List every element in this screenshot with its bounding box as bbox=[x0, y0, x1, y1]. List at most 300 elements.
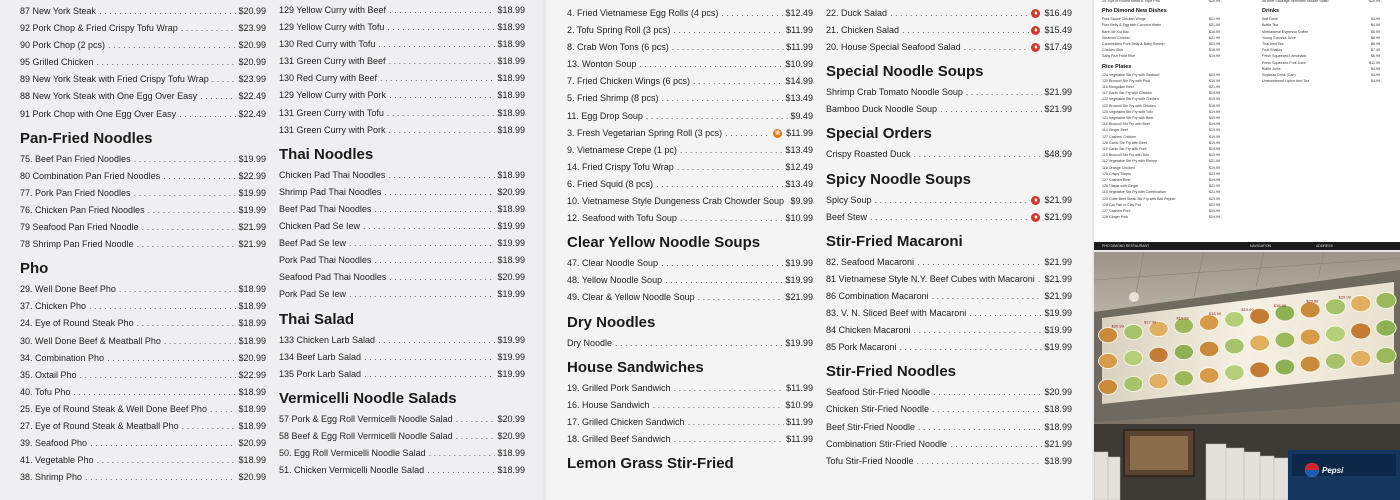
menu-item[interactable] bbox=[20, 418, 266, 435]
menu-item[interactable] bbox=[20, 185, 266, 202]
menu-item[interactable] bbox=[20, 151, 266, 168]
menu-item-name: Shrimp Pad Thai Noodles bbox=[279, 186, 382, 197]
mini-item-name: 125 Crispy Tilapia bbox=[1102, 171, 1131, 176]
menu-item-name: 41. Vegetable Pho bbox=[20, 455, 94, 466]
dot-leader bbox=[698, 289, 784, 306]
menu-item[interactable] bbox=[279, 87, 525, 104]
dot-leader bbox=[964, 39, 1030, 56]
menu-item[interactable] bbox=[279, 252, 525, 269]
menu-item-price: $21.99 bbox=[238, 239, 266, 250]
menu-item[interactable] bbox=[826, 271, 1072, 288]
menu-item[interactable] bbox=[279, 2, 525, 19]
menu-item[interactable] bbox=[20, 236, 266, 253]
dot-leader bbox=[917, 453, 1043, 470]
menu-item[interactable] bbox=[279, 269, 525, 286]
menu-item[interactable] bbox=[826, 339, 1072, 356]
menu-item-price: $19.99 bbox=[1044, 308, 1072, 319]
mini-menu-row bbox=[1262, 0, 1380, 4]
menu-item-name: 5. Fried Shrimp (8 pcs) bbox=[567, 93, 659, 104]
menu-item-name: 35. Oxtail Pho bbox=[20, 369, 77, 380]
mini-item-name: Fruit Shakes bbox=[1262, 48, 1283, 53]
menu-item[interactable] bbox=[20, 219, 266, 236]
menu-item[interactable] bbox=[20, 20, 266, 37]
menu-item-price: $20.99 bbox=[238, 438, 266, 449]
menu-item[interactable] bbox=[826, 84, 1072, 101]
menu-item-name: Beef Stew bbox=[826, 211, 868, 222]
menu-item[interactable] bbox=[279, 445, 525, 462]
menu-item-price: $18.99 bbox=[238, 420, 266, 431]
dot-leader bbox=[875, 192, 1030, 209]
menu-item-name: 83. V. N. Sliced Beef with Macaroni bbox=[826, 308, 967, 319]
mini-item-price: $19.99 bbox=[1209, 109, 1220, 114]
menu-item-name: 91 Pork Chop with One Egg Over Easy bbox=[20, 108, 177, 119]
menu-item[interactable] bbox=[279, 19, 525, 36]
menu-item[interactable] bbox=[20, 71, 266, 88]
menu-item[interactable] bbox=[567, 73, 813, 90]
menu-item-name: 29. Well Done Beef Pho bbox=[20, 284, 116, 295]
menu-item[interactable] bbox=[567, 125, 813, 142]
menu-item-name: 17. Grilled Chicken Sandwich bbox=[567, 416, 685, 427]
dot-leader bbox=[646, 108, 789, 125]
dish-price-label: $17.49 bbox=[1144, 319, 1157, 325]
menu-item-name: Pork Pad Se Iew bbox=[279, 289, 347, 300]
dot-leader bbox=[99, 3, 236, 20]
menu-item-price: $18.99 bbox=[497, 169, 525, 180]
menu-item[interactable] bbox=[20, 452, 266, 469]
mini-item-price: $19.99 bbox=[1209, 209, 1220, 214]
leaf-icon: ❀ bbox=[774, 129, 781, 137]
menu-item[interactable] bbox=[20, 401, 266, 418]
menu-item[interactable] bbox=[826, 288, 1072, 305]
menu-item[interactable] bbox=[567, 193, 813, 210]
menu-item[interactable] bbox=[826, 146, 1072, 163]
mini-item-name: 56 Beef Sausage Vermicelli Noodle Salad bbox=[1262, 0, 1329, 3]
dot-leader bbox=[97, 452, 237, 469]
menu-item[interactable] bbox=[20, 202, 266, 219]
menu-item-price: $18.99 bbox=[497, 73, 525, 84]
mini-item-name: 123 Cube Beef Steak Stir Fry with Bell Pepper bbox=[1102, 196, 1176, 201]
dish-price-label: $20.99 bbox=[1111, 323, 1124, 329]
menu-page-left-column bbox=[1102, 0, 1220, 221]
category-heading: Pan-Fried Noodles bbox=[20, 129, 153, 147]
menu-item[interactable] bbox=[567, 289, 813, 306]
menu-item-price: $19.99 bbox=[785, 337, 813, 348]
mini-item-price: $6.99 bbox=[1371, 42, 1380, 47]
menu-item[interactable] bbox=[826, 453, 1072, 470]
menu-item[interactable] bbox=[567, 255, 813, 272]
menu-item[interactable] bbox=[826, 22, 1072, 39]
menu-item[interactable] bbox=[20, 168, 266, 185]
mini-item-name: 120 Broccoli Stir Fry with Pork bbox=[1102, 78, 1151, 83]
dot-leader bbox=[349, 235, 495, 252]
menu-item[interactable] bbox=[567, 176, 813, 193]
menu-item[interactable] bbox=[279, 70, 525, 87]
dot-leader bbox=[378, 332, 495, 349]
dot-leader bbox=[680, 142, 784, 159]
menu-item-price: $19.99 bbox=[497, 238, 525, 249]
menu-page-right-column bbox=[1262, 0, 1380, 84]
dot-leader bbox=[364, 366, 495, 383]
restaurant-photo bbox=[1094, 252, 1400, 500]
mini-item-price: $21.99 bbox=[1209, 23, 1220, 28]
mini-item-price: $21.99 bbox=[1209, 17, 1220, 22]
dish-photo bbox=[1099, 379, 1118, 394]
menu-item[interactable] bbox=[279, 36, 525, 53]
mini-item-name: 127 Cashew Pork bbox=[1102, 209, 1131, 214]
menu-item[interactable] bbox=[826, 39, 1072, 56]
dot-leader bbox=[680, 210, 784, 227]
mini-item-price: $21.99 bbox=[1209, 35, 1220, 40]
menu-item-name: Bamboo Duck Noodle Soup bbox=[826, 104, 938, 115]
menu-item[interactable] bbox=[567, 431, 813, 448]
menu-item[interactable] bbox=[826, 305, 1072, 322]
dot-leader bbox=[639, 56, 783, 73]
mini-item-price: $20.99 bbox=[1209, 0, 1220, 3]
menu-item-price: $20.99 bbox=[497, 413, 525, 424]
dot-leader bbox=[932, 401, 1042, 418]
dish-photo bbox=[1199, 341, 1218, 357]
mini-item-name: Thai Iced Tea bbox=[1262, 42, 1284, 47]
menu-item-price: $18.99 bbox=[1044, 404, 1072, 415]
menu-item[interactable] bbox=[826, 401, 1072, 418]
dot-leader bbox=[387, 19, 495, 36]
menu-item[interactable] bbox=[567, 380, 813, 397]
menu-item-price: $22.49 bbox=[238, 91, 266, 102]
menu-column-3 bbox=[567, 5, 813, 476]
mini-item-price: $21.99 bbox=[1209, 190, 1220, 195]
menu-item-price: $20.99 bbox=[238, 352, 266, 363]
menu-item[interactable] bbox=[567, 39, 813, 56]
menu-item[interactable] bbox=[279, 201, 525, 218]
menu-item-price: $19.99 bbox=[238, 153, 266, 164]
menu-item[interactable] bbox=[279, 105, 525, 122]
menu-item[interactable] bbox=[826, 101, 1072, 118]
menu-item[interactable] bbox=[20, 435, 266, 452]
menu-item-name: 89 New York Steak with Fried Crispy Tofu Wrap bbox=[20, 74, 209, 85]
mini-item-name: 118 Broccoli Stir Fry with Beef bbox=[1102, 122, 1150, 127]
dot-leader bbox=[615, 335, 783, 352]
menu-item[interactable] bbox=[279, 122, 525, 139]
menu-item[interactable] bbox=[279, 53, 525, 70]
menu-item-price: $10.99 bbox=[785, 399, 813, 410]
mini-item-name: 25. Eye of Round Steak & Tripe Pho bbox=[1102, 0, 1160, 3]
menu-item-name: Chicken Pad Se Iew bbox=[279, 221, 361, 232]
menu-item-name: 3. Fresh Vegetarian Spring Roll (3 pcs) bbox=[567, 127, 723, 138]
menu-item[interactable] bbox=[567, 159, 813, 176]
dot-leader bbox=[429, 445, 496, 462]
menu-item-price: $11.99 bbox=[786, 127, 813, 138]
mini-item-name: 126 Tilapia with Ginger bbox=[1102, 184, 1139, 189]
menu-item[interactable] bbox=[567, 210, 813, 227]
menu-item-price: $14.99 bbox=[785, 76, 813, 87]
mini-item-name: Bottle Juice bbox=[1262, 66, 1281, 71]
menu-item[interactable] bbox=[826, 436, 1072, 453]
menu-item[interactable] bbox=[20, 469, 266, 486]
mini-item-price: $23.99 bbox=[1209, 196, 1220, 201]
mini-item-name: Caramelized Pork Belly & Baby Shrimp bbox=[1102, 42, 1165, 47]
menu-item[interactable] bbox=[20, 384, 266, 401]
menu-item[interactable] bbox=[567, 142, 813, 159]
dot-leader bbox=[890, 5, 1029, 22]
mini-section-heading: Rice Plates bbox=[1102, 63, 1132, 70]
menu-item[interactable] bbox=[567, 397, 813, 414]
menu-item[interactable] bbox=[826, 384, 1072, 401]
menu-item[interactable] bbox=[567, 335, 813, 352]
menu-item[interactable] bbox=[279, 218, 525, 235]
dish-photo bbox=[1376, 292, 1396, 308]
dot-leader bbox=[969, 305, 1042, 322]
menu-item[interactable] bbox=[20, 3, 266, 20]
menu-item-name: 131 Green Curry with Pork bbox=[279, 124, 386, 135]
menu-item-name: 92 Pork Chop & Fried Crispy Tofu Wrap bbox=[20, 23, 178, 34]
menu-item[interactable] bbox=[279, 286, 525, 303]
dish-photo bbox=[1124, 350, 1143, 365]
menu-item-price: $13.49 bbox=[785, 178, 813, 189]
framed-picture-inner bbox=[1130, 436, 1188, 470]
dish-photo bbox=[1225, 312, 1245, 328]
menu-item-name: 11. Egg Drop Soup bbox=[567, 110, 643, 121]
menu-item[interactable] bbox=[20, 333, 266, 350]
menu-item-name: 78 Shrimp Pan Fried Noodle bbox=[20, 239, 134, 250]
dot-leader bbox=[389, 269, 495, 286]
dish-price-label: $18.99 bbox=[1208, 311, 1222, 317]
mini-item-price: $19.99 bbox=[1209, 134, 1220, 139]
menu-item[interactable] bbox=[279, 235, 525, 252]
menu-item[interactable] bbox=[20, 350, 266, 367]
menu-item[interactable] bbox=[826, 419, 1072, 436]
mini-item-name: 122 Broccoli Stir Fry with Chicken bbox=[1102, 103, 1156, 108]
dot-leader bbox=[97, 54, 237, 71]
menu-item-name: 75. Beef Pan Fried Noodles bbox=[20, 153, 131, 164]
menu-item[interactable] bbox=[20, 298, 266, 315]
menu-item[interactable] bbox=[279, 462, 525, 479]
menu-item-price: $21.99 bbox=[1044, 87, 1072, 98]
mini-item-price: $23.99 bbox=[1209, 72, 1220, 77]
menu-item[interactable] bbox=[20, 367, 266, 384]
menu-item[interactable] bbox=[567, 272, 813, 289]
menu-item-price: $21.99 bbox=[1044, 194, 1072, 205]
dish-price-label: $19.99 bbox=[1338, 294, 1351, 300]
mini-item-name: Salty Fish Fried Rice bbox=[1102, 54, 1136, 59]
menu-item-price: $13.49 bbox=[785, 93, 813, 104]
mini-item-name: Vietnamese Espresso Coffee bbox=[1262, 29, 1309, 34]
dish-photo bbox=[1300, 329, 1320, 345]
dot-leader bbox=[137, 236, 237, 253]
menu-item-name: Seafood Pad Thai Noodles bbox=[279, 272, 387, 283]
mini-item-name: Soft Drink bbox=[1262, 17, 1278, 22]
mini-item-name: 126 Garlic Stir Fry with Beef bbox=[1102, 140, 1147, 145]
menu-item-name: 81 Vietnamese Style N.Y. Beef Cubes with Macaroni bbox=[826, 273, 1035, 284]
menu-item-name: 18. Grilled Beef Sandwich bbox=[567, 433, 671, 444]
menu-item[interactable] bbox=[567, 414, 813, 431]
dish-photo bbox=[1225, 338, 1245, 354]
footer-restaurant: PHO DIMOND RESTAURANT bbox=[1102, 244, 1150, 248]
menu-item-name: 49. Clear & Yellow Noodle Soup bbox=[567, 292, 695, 303]
section-gap bbox=[20, 123, 266, 130]
menu-item[interactable] bbox=[567, 5, 813, 22]
menu-item-name: 6. Fried Squid (8 pcs) bbox=[567, 178, 654, 189]
mini-item-price: $21.99 bbox=[1209, 159, 1220, 164]
menu-item-name: 40. Tofu Pho bbox=[20, 386, 71, 397]
dish-photo bbox=[1351, 350, 1371, 366]
section-gap bbox=[826, 356, 1072, 363]
menu-item[interactable] bbox=[826, 209, 1072, 226]
dish-photo bbox=[1275, 359, 1295, 375]
menu-item[interactable] bbox=[20, 88, 266, 105]
mini-item-name: 120 Vegetable Stir Fry with Tofu bbox=[1102, 109, 1153, 114]
menu-item-price: $18.99 bbox=[1044, 421, 1072, 432]
menu-item[interactable] bbox=[20, 315, 266, 332]
mini-section-heading: Drinks bbox=[1262, 8, 1280, 15]
category-heading: Clear Yellow Noodle Soups bbox=[567, 234, 761, 252]
menu-page-screenshot bbox=[1094, 0, 1400, 242]
mini-item-price: $6.99 bbox=[1371, 35, 1380, 40]
dot-leader bbox=[179, 106, 236, 123]
menu-item[interactable] bbox=[826, 192, 1072, 209]
menu-item-name: Pork Pad Thai Noodles bbox=[279, 255, 372, 266]
dot-leader bbox=[456, 411, 496, 428]
menu-item-price: $19.99 bbox=[497, 334, 525, 345]
dot-leader bbox=[914, 322, 1043, 339]
menu-item[interactable] bbox=[279, 366, 525, 383]
menu-item-name: 16. House Sandwich bbox=[567, 399, 650, 410]
menu-item[interactable] bbox=[567, 108, 813, 125]
dish-photo bbox=[1225, 365, 1245, 381]
mini-item-name: Unsweetened Lipton Iced Tea bbox=[1262, 79, 1310, 84]
menu-item[interactable] bbox=[20, 54, 266, 71]
dot-leader bbox=[107, 350, 236, 367]
dot-leader bbox=[89, 298, 236, 315]
menu-item-name: 131 Green Curry with Tofu bbox=[279, 107, 384, 118]
section-gap bbox=[826, 164, 1072, 171]
section-gap bbox=[567, 352, 813, 359]
mini-item-price: $19.99 bbox=[1209, 128, 1220, 133]
section-gap bbox=[279, 383, 525, 390]
dish-photo bbox=[1124, 376, 1143, 391]
category-heading: House Sandwiches bbox=[567, 358, 704, 376]
menu-item[interactable] bbox=[826, 254, 1072, 271]
dot-leader bbox=[164, 333, 237, 350]
section-gap bbox=[567, 448, 813, 455]
mini-item-name: 122 Vegetable Stir Fry with Chicken bbox=[1102, 97, 1159, 102]
menu-item[interactable] bbox=[20, 106, 266, 123]
menu-item-price: $20.99 bbox=[497, 272, 525, 283]
menu-item-name: 30. Well Done Beef & Meatball Pho bbox=[20, 335, 161, 346]
dot-leader bbox=[674, 431, 785, 448]
dot-leader bbox=[137, 315, 237, 332]
mini-item-price: $4.99 bbox=[1371, 23, 1380, 28]
dot-leader bbox=[966, 84, 1043, 101]
menu-item-price: $15.49 bbox=[1044, 25, 1072, 36]
section-gap bbox=[567, 472, 813, 476]
menu-item-name: Combination Stir-Fried Noodle bbox=[826, 438, 948, 449]
dish-photo bbox=[1275, 332, 1295, 348]
menu-item-name: 76. Chicken Pan Fried Noodles bbox=[20, 204, 145, 215]
category-heading: Special Noodle Soups bbox=[826, 63, 984, 81]
menu-item-price: $9.49 bbox=[790, 110, 813, 121]
mini-menu-row bbox=[1102, 53, 1220, 59]
mini-item-name: Bánh Mì Xíu Mại bbox=[1102, 29, 1129, 34]
menu-item-name: Chicken Pad Thai Noodles bbox=[279, 169, 386, 180]
menu-item-price: $20.99 bbox=[238, 40, 266, 51]
dish-photo bbox=[1099, 328, 1118, 343]
menu-item[interactable] bbox=[279, 349, 525, 366]
menu-item[interactable] bbox=[567, 56, 813, 73]
dot-leader bbox=[374, 252, 495, 269]
menu-item-price: $18.99 bbox=[238, 455, 266, 466]
mini-item-name: 116 Orange Chicken bbox=[1102, 165, 1135, 170]
menu-item-price: $19.99 bbox=[785, 275, 813, 286]
menu-item-price: $18.99 bbox=[497, 124, 525, 135]
mini-item-name: 127 Cashew Beef bbox=[1102, 178, 1131, 183]
menu-item[interactable] bbox=[567, 90, 813, 107]
menu-item[interactable] bbox=[279, 332, 525, 349]
menu-item-price: $23.99 bbox=[238, 23, 266, 34]
mini-item-price: $19.99 bbox=[1209, 97, 1220, 102]
mini-item-price: $19.99 bbox=[1209, 54, 1220, 59]
mini-item-name: 114 Ginger Beef bbox=[1102, 128, 1128, 133]
menu-item-name: 57 Pork & Egg Roll Vermicelli Noodle Salad bbox=[279, 413, 453, 424]
chili-icon: ♦ bbox=[1031, 43, 1040, 52]
menu-item-name: 135 Pork Larb Salad bbox=[279, 368, 362, 379]
menu-item-name: Beef Stir-Fried Noodle bbox=[826, 421, 916, 432]
menu-item[interactable] bbox=[279, 167, 525, 184]
menu-item-name: 86 Combination Macaroni bbox=[826, 290, 929, 301]
menu-item-price: $21.99 bbox=[1044, 438, 1072, 449]
menu-item[interactable] bbox=[279, 411, 525, 428]
menu-panel-left bbox=[0, 0, 542, 500]
menu-page-footer bbox=[1094, 242, 1400, 250]
dot-leader bbox=[380, 70, 495, 87]
dot-leader bbox=[85, 469, 236, 486]
menu-item[interactable] bbox=[20, 37, 266, 54]
menu-item-name: Dry Noodle bbox=[567, 337, 613, 348]
menu-item-name: 27. Eye of Round Steak & Meatball Pho bbox=[20, 420, 179, 431]
dish-photo bbox=[1250, 362, 1270, 378]
dish-photo bbox=[1149, 373, 1168, 388]
category-heading: Lemon Grass Stir-Fried bbox=[567, 454, 734, 472]
pepsi-label: Pepsi bbox=[1322, 466, 1344, 475]
menu-item-price: $19.99 bbox=[497, 368, 525, 379]
chili-icon: ♦ bbox=[1031, 9, 1040, 18]
dot-leader bbox=[653, 397, 784, 414]
dot-leader bbox=[163, 168, 236, 185]
security-camera-icon bbox=[1129, 292, 1139, 302]
mini-item-name: 121 Vegetable Stir Fry with Beef bbox=[1102, 116, 1154, 121]
menu-item-price: $21.99 bbox=[1044, 290, 1072, 301]
menu-item-price: $21.99 bbox=[1044, 273, 1072, 284]
dish-photo bbox=[1351, 323, 1371, 339]
menu-item[interactable] bbox=[567, 22, 813, 39]
menu-item[interactable] bbox=[826, 5, 1072, 22]
menu-item-price: $16.49 bbox=[1044, 8, 1072, 18]
menu-item[interactable] bbox=[279, 428, 525, 445]
menu-item-name: 2. Tofu Spring Roll (3 pcs) bbox=[567, 25, 671, 36]
dot-leader bbox=[363, 218, 495, 235]
menu-item-name: 37. Chicken Pho bbox=[20, 301, 87, 312]
menu-item-name: 88 New York Steak with One Egg Over Easy bbox=[20, 91, 198, 102]
menu-item[interactable] bbox=[826, 322, 1072, 339]
menu-item[interactable] bbox=[279, 184, 525, 201]
menu-item-price: $18.99 bbox=[238, 386, 266, 397]
dish-price-label: $18.99 bbox=[1273, 302, 1286, 308]
dish-photo bbox=[1199, 368, 1218, 384]
menu-item-price: $18.99 bbox=[497, 90, 525, 101]
dot-leader bbox=[674, 380, 785, 397]
menu-item-name: 8. Crab Won Tons (6 pcs) bbox=[567, 42, 669, 53]
menu-item[interactable] bbox=[20, 281, 266, 298]
menu-item-name: 22. Duck Salad bbox=[826, 8, 888, 18]
